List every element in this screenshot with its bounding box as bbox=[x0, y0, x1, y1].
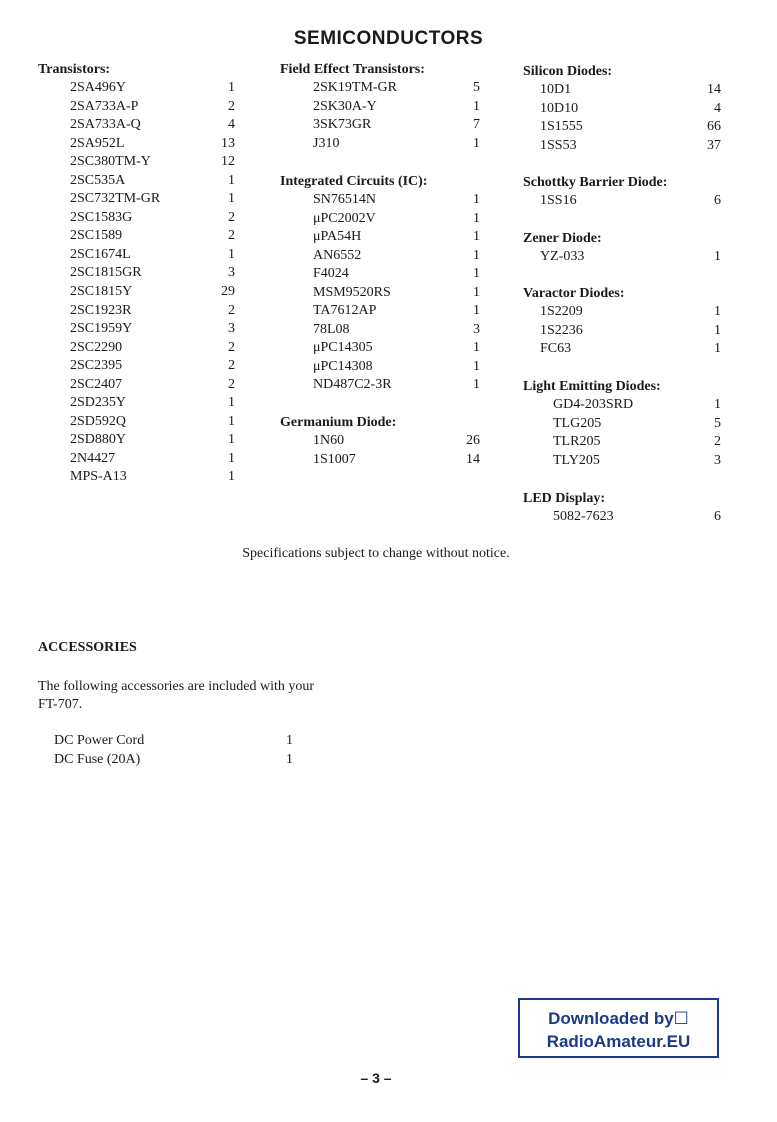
silicon-heading: Silicon Diodes: bbox=[523, 64, 613, 79]
part-qty: 1 bbox=[473, 98, 480, 114]
part-name: 10D1 bbox=[540, 82, 572, 97]
accessories-intro-line2: FT-707. bbox=[38, 697, 83, 712]
part-name: DC Fuse (20A) bbox=[54, 751, 141, 767]
part-name: 2SC2407 bbox=[70, 376, 123, 392]
part-qty: 1 bbox=[473, 192, 480, 207]
part-qty: 1 bbox=[228, 80, 235, 95]
list-item bbox=[38, 264, 248, 283]
part-name: 2SC1923R bbox=[70, 302, 132, 318]
accessories-list bbox=[38, 732, 308, 769]
page-number: – 3 – bbox=[360, 1070, 392, 1086]
list-item bbox=[280, 210, 485, 229]
list-item bbox=[38, 320, 248, 339]
part-qty: 1 bbox=[473, 284, 480, 300]
list-item bbox=[280, 321, 485, 340]
part-qty: 2 bbox=[228, 302, 235, 318]
part-qty: 4 bbox=[714, 100, 721, 116]
part-name: 2SC732TM-GR bbox=[70, 191, 161, 207]
list-item bbox=[38, 751, 308, 770]
part-qty: 1 bbox=[228, 413, 235, 429]
badge-line2: RadioAmateur.EU bbox=[546, 1032, 691, 1051]
part-qty: 2 bbox=[228, 209, 235, 225]
part-qty: 2 bbox=[228, 376, 235, 392]
part-qty: 1 bbox=[714, 397, 721, 412]
part-qty: 1 bbox=[228, 246, 235, 262]
list-item bbox=[38, 431, 248, 450]
silicon-section bbox=[523, 62, 723, 155]
part-name: 2SC1583G bbox=[70, 209, 133, 225]
part-name: 1S2209 bbox=[540, 304, 583, 319]
part-qty: 1 bbox=[473, 135, 480, 151]
part-name: DC Power Cord bbox=[54, 733, 145, 748]
part-name: 2SC1815Y bbox=[70, 284, 133, 300]
list-item bbox=[280, 116, 485, 135]
part-name: 1N60 bbox=[313, 433, 345, 448]
part-qty: 37 bbox=[707, 137, 721, 153]
list-item bbox=[38, 376, 248, 395]
part-qty: 3 bbox=[714, 452, 721, 468]
list-item bbox=[280, 247, 485, 266]
transistors-section bbox=[38, 60, 248, 487]
part-name: 1S2236 bbox=[540, 322, 583, 338]
list-item bbox=[38, 450, 248, 469]
list-item bbox=[38, 339, 248, 358]
part-name: 1SS16 bbox=[540, 193, 577, 208]
part-name: μPC2002V bbox=[313, 210, 376, 226]
list-item bbox=[523, 303, 723, 322]
part-name: 1S1555 bbox=[540, 119, 583, 135]
list-item bbox=[38, 172, 248, 191]
part-qty: 1 bbox=[228, 191, 235, 207]
part-name: 2SD235Y bbox=[70, 395, 127, 411]
part-qty: 1 bbox=[473, 358, 480, 374]
list-item bbox=[280, 98, 485, 117]
part-qty: 26 bbox=[466, 433, 480, 448]
list-item bbox=[38, 394, 248, 413]
fet-section bbox=[280, 60, 485, 153]
part-qty: 1 bbox=[286, 751, 293, 767]
part-name: TA7612AP bbox=[313, 303, 377, 319]
part-name: YZ-033 bbox=[540, 249, 585, 264]
list-item bbox=[38, 190, 248, 209]
list-item bbox=[523, 118, 723, 137]
part-name: 2SC2290 bbox=[70, 339, 123, 355]
zener-heading: Zener Diode: bbox=[523, 231, 602, 246]
part-qty: 1 bbox=[228, 432, 235, 448]
list-item bbox=[280, 302, 485, 321]
list-item bbox=[523, 192, 723, 211]
list-item bbox=[38, 98, 248, 117]
spec-note: Specifications subject to change without notice. bbox=[242, 546, 510, 561]
part-name: 10D10 bbox=[540, 100, 579, 116]
part-name: 5082-7623 bbox=[553, 509, 614, 524]
list-item bbox=[523, 100, 723, 119]
led-section bbox=[523, 377, 723, 470]
part-qty: 6 bbox=[714, 193, 721, 208]
list-item bbox=[280, 191, 485, 210]
part-name: 1SS53 bbox=[540, 137, 577, 153]
list-item bbox=[280, 432, 485, 451]
list-item bbox=[280, 284, 485, 303]
part-name: 2SA733A-P bbox=[70, 98, 139, 114]
part-qty: 1 bbox=[473, 210, 480, 226]
list-item bbox=[523, 248, 723, 267]
list-item bbox=[280, 135, 485, 154]
list-item bbox=[38, 302, 248, 321]
list-item bbox=[523, 322, 723, 341]
list-item bbox=[523, 81, 723, 100]
part-name: 2SD880Y bbox=[70, 432, 127, 448]
part-qty: 1 bbox=[714, 249, 721, 264]
part-name: 2SC1674L bbox=[70, 246, 131, 262]
accessories-intro-line1: The following accessories are included with your bbox=[38, 679, 315, 694]
part-qty: 2 bbox=[228, 98, 235, 114]
part-qty: 1 bbox=[473, 229, 480, 245]
list-item bbox=[38, 468, 248, 487]
badge-line1: Downloaded by☐ bbox=[548, 1009, 689, 1028]
part-name: 2SK19TM-GR bbox=[313, 80, 398, 95]
list-item bbox=[38, 732, 308, 751]
part-name: 2SC380TM-Y bbox=[70, 154, 151, 170]
part-name: GD4-203SRD bbox=[553, 397, 634, 412]
ic-section bbox=[280, 172, 485, 395]
fet-heading: Field Effect Transistors: bbox=[280, 62, 425, 77]
list-item bbox=[38, 209, 248, 228]
schottky-section bbox=[523, 173, 723, 211]
part-qty: 1 bbox=[473, 303, 480, 319]
part-qty: 3 bbox=[228, 321, 235, 337]
part-name: 2SK30A-Y bbox=[313, 98, 377, 114]
list-item bbox=[38, 79, 248, 98]
part-name: FC63 bbox=[540, 341, 572, 357]
list-item bbox=[280, 376, 485, 395]
list-item bbox=[38, 153, 248, 172]
led-display-section bbox=[523, 489, 723, 527]
part-qty: 12 bbox=[221, 154, 235, 170]
list-item bbox=[38, 116, 248, 135]
part-qty: 3 bbox=[228, 265, 235, 281]
list-item bbox=[38, 413, 248, 432]
part-qty: 13 bbox=[221, 135, 235, 151]
part-qty: 2 bbox=[228, 339, 235, 355]
part-qty: 29 bbox=[221, 284, 235, 300]
schottky-heading: Schottky Barrier Diode: bbox=[523, 175, 668, 190]
part-name: μPA54H bbox=[313, 229, 362, 245]
list-item bbox=[523, 340, 723, 359]
part-qty: 1 bbox=[228, 172, 235, 188]
part-name: μPC14305 bbox=[313, 340, 373, 356]
part-name: SN76514N bbox=[313, 192, 377, 207]
part-qty: 14 bbox=[707, 82, 721, 97]
part-qty: 2 bbox=[228, 358, 235, 374]
list-item bbox=[280, 265, 485, 284]
list-item bbox=[523, 433, 723, 452]
part-name: AN6552 bbox=[313, 247, 362, 263]
part-name: 2SA952L bbox=[70, 135, 125, 151]
part-qty: 1 bbox=[714, 304, 721, 319]
part-qty: 1 bbox=[228, 450, 235, 466]
part-name: 2SA496Y bbox=[70, 80, 127, 95]
ic-heading: Integrated Circuits (IC): bbox=[280, 174, 428, 189]
part-qty: 1 bbox=[286, 733, 293, 748]
part-name: 2SD592Q bbox=[70, 413, 127, 429]
accessories-heading: ACCESSORIES bbox=[38, 640, 137, 655]
part-qty: 1 bbox=[228, 469, 235, 485]
list-item bbox=[280, 358, 485, 377]
list-item bbox=[38, 357, 248, 376]
germanium-heading: Germanium Diode: bbox=[280, 415, 397, 430]
part-qty: 6 bbox=[714, 509, 721, 524]
part-name: 2SC2395 bbox=[70, 358, 123, 374]
part-name: TLY205 bbox=[553, 452, 600, 468]
part-name: ND487C2-3R bbox=[313, 377, 392, 393]
part-name: 3SK73GR bbox=[313, 117, 372, 133]
part-qty: 2 bbox=[714, 434, 721, 450]
list-item bbox=[280, 79, 485, 98]
part-name: 2N4427 bbox=[70, 450, 116, 466]
part-qty: 14 bbox=[466, 451, 480, 467]
part-qty: 2 bbox=[228, 228, 235, 244]
part-name: μPC14308 bbox=[313, 358, 373, 374]
list-item bbox=[280, 339, 485, 358]
part-name: 2SA733A-Q bbox=[70, 117, 141, 133]
led-display-heading: LED Display: bbox=[523, 491, 606, 506]
part-name: 78L08 bbox=[313, 321, 350, 337]
list-item bbox=[38, 246, 248, 265]
part-qty: 5 bbox=[473, 80, 480, 95]
part-qty: 1 bbox=[473, 266, 480, 282]
zener-section bbox=[523, 229, 723, 267]
list-item bbox=[38, 135, 248, 154]
varactor-heading: Varactor Diodes: bbox=[523, 286, 625, 301]
accessories-intro bbox=[38, 678, 368, 714]
part-qty: 1 bbox=[714, 341, 721, 357]
part-name: MSM9520RS bbox=[313, 284, 391, 300]
part-qty: 7 bbox=[473, 117, 480, 133]
list-item bbox=[38, 283, 248, 302]
germanium-section bbox=[280, 413, 485, 469]
part-name: 2SC1589 bbox=[70, 228, 123, 244]
part-name: TLR205 bbox=[553, 434, 601, 450]
part-qty: 1 bbox=[714, 322, 721, 338]
list-item bbox=[523, 396, 723, 415]
list-item bbox=[523, 415, 723, 434]
part-name: 1S1007 bbox=[313, 451, 356, 467]
part-name: 2SC1959Y bbox=[70, 321, 133, 337]
part-qty: 1 bbox=[473, 340, 480, 356]
part-name: 2SC1815GR bbox=[70, 265, 142, 281]
part-qty: 66 bbox=[707, 119, 721, 135]
varactor-section bbox=[523, 284, 723, 359]
transistors-heading: Transistors: bbox=[38, 62, 111, 77]
download-badge bbox=[518, 998, 719, 1058]
part-qty: 1 bbox=[473, 247, 480, 263]
part-name: TLG205 bbox=[553, 415, 602, 431]
list-item bbox=[523, 452, 723, 471]
list-item bbox=[280, 451, 485, 470]
part-name: J310 bbox=[313, 135, 340, 151]
page-title: SEMICONDUCTORS bbox=[293, 28, 484, 49]
part-qty: 1 bbox=[228, 395, 235, 411]
part-qty: 5 bbox=[714, 415, 721, 431]
part-name: F4024 bbox=[313, 266, 349, 282]
list-item bbox=[523, 508, 723, 527]
part-qty: 1 bbox=[473, 377, 480, 393]
part-name: 2SC535A bbox=[70, 172, 126, 188]
part-qty: 3 bbox=[473, 321, 480, 337]
list-item bbox=[280, 228, 485, 247]
part-qty: 4 bbox=[228, 117, 235, 133]
led-heading: Light Emitting Diodes: bbox=[523, 379, 661, 394]
list-item bbox=[523, 137, 723, 156]
part-name: MPS-A13 bbox=[70, 469, 127, 485]
list-item bbox=[38, 227, 248, 246]
